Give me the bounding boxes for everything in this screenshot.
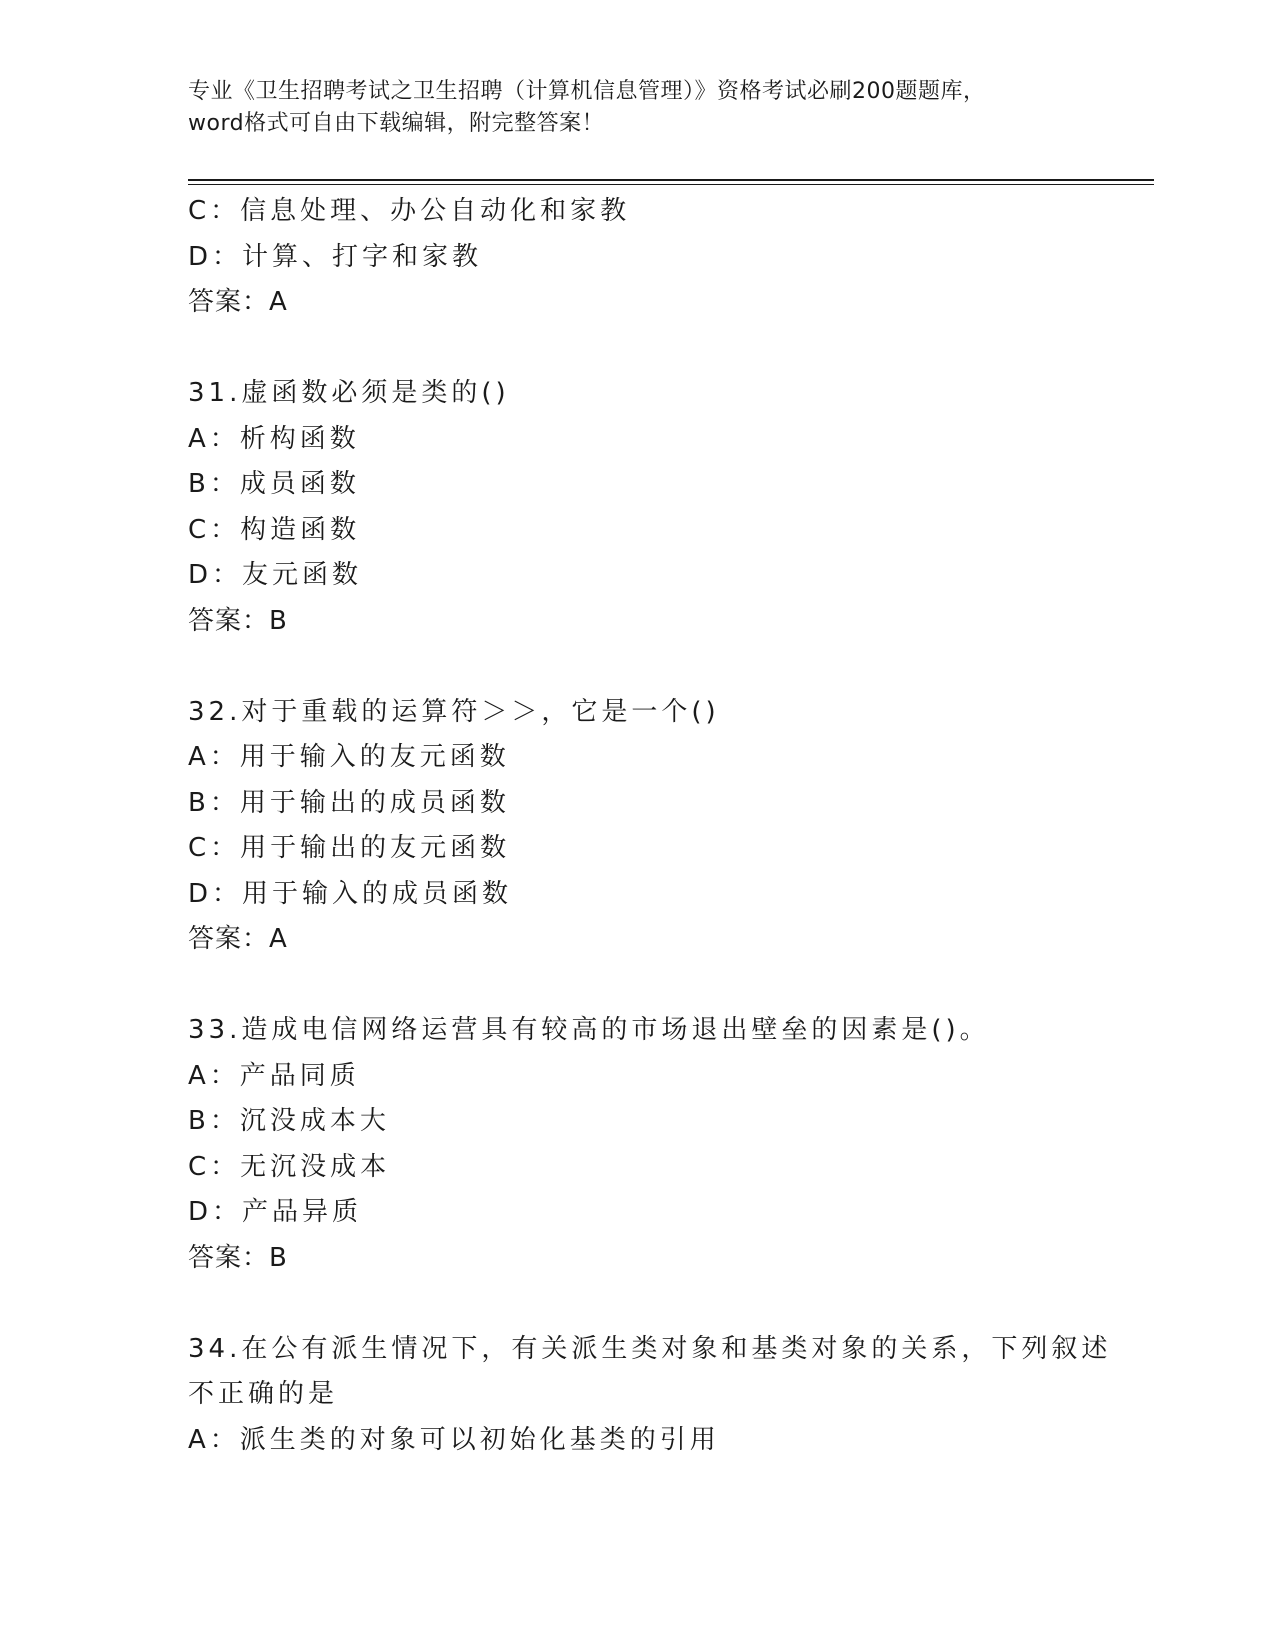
header-title-line-1: 专业《卫生招聘考试之卫生招聘（计算机信息管理）》资格考试必刷200题题库， <box>188 79 986 104</box>
option-b: B：成员函数 <box>188 469 360 499</box>
option-d: D：计算、打字和家教 <box>188 241 483 272</box>
header-divider-thin <box>188 184 1154 185</box>
header-divider-thick <box>188 179 1154 181</box>
option-c: C：信息处理、办公自动化和家教 <box>188 196 631 226</box>
question-text-line-1: 34.在公有派生情况下，有关派生类对象和基类对象的关系，下列叙述 <box>188 1333 1112 1364</box>
question-block-33 <box>188 1008 1088 1281</box>
question-block-prev <box>188 189 1088 326</box>
option-d: D：友元函数 <box>188 560 363 590</box>
question-block-34 <box>188 1327 1112 1464</box>
option-c: C：无沉没成本 <box>188 1151 391 1182</box>
spacer <box>188 963 1088 1009</box>
option-b: B：用于输出的成员函数 <box>188 787 510 818</box>
option-a: A：产品同质 <box>188 1060 360 1091</box>
answer: 答案：B <box>188 1242 288 1273</box>
option-d: D：产品异质 <box>188 1197 363 1227</box>
spacer <box>188 326 1088 372</box>
option-a: A：用于输入的友元函数 <box>188 742 510 772</box>
spacer <box>188 1281 1088 1327</box>
answer: 答案：A <box>188 924 288 954</box>
answer: 答案：A <box>188 287 288 317</box>
answer: 答案：B <box>188 605 288 636</box>
question-text: 33.造成电信网络运营具有较高的市场退出壁垒的因素是()。 <box>188 1015 990 1045</box>
question-text: 31.虚函数必须是类的() <box>188 378 510 408</box>
spacer <box>188 644 1088 690</box>
question-block-32 <box>188 690 1088 963</box>
question-block-31 <box>188 371 1088 644</box>
page-header <box>188 76 1088 140</box>
option-c: C：构造函数 <box>188 514 361 545</box>
question-list <box>188 189 1112 1463</box>
option-d: D：用于输入的成员函数 <box>188 878 513 909</box>
option-a: A：析构函数 <box>188 423 360 454</box>
option-c: C：用于输出的友元函数 <box>188 833 511 863</box>
option-a: A：派生类的对象可以初始化基类的引用 <box>188 1424 720 1455</box>
header-title-line-2: word格式可自由下载编辑，附完整答案！ <box>188 111 605 136</box>
option-b: B：沉没成本大 <box>188 1106 390 1136</box>
question-text-line-2: 不正确的是 <box>188 1379 339 1409</box>
question-text: 32.对于重载的运算符＞＞，它是一个() <box>188 696 720 727</box>
